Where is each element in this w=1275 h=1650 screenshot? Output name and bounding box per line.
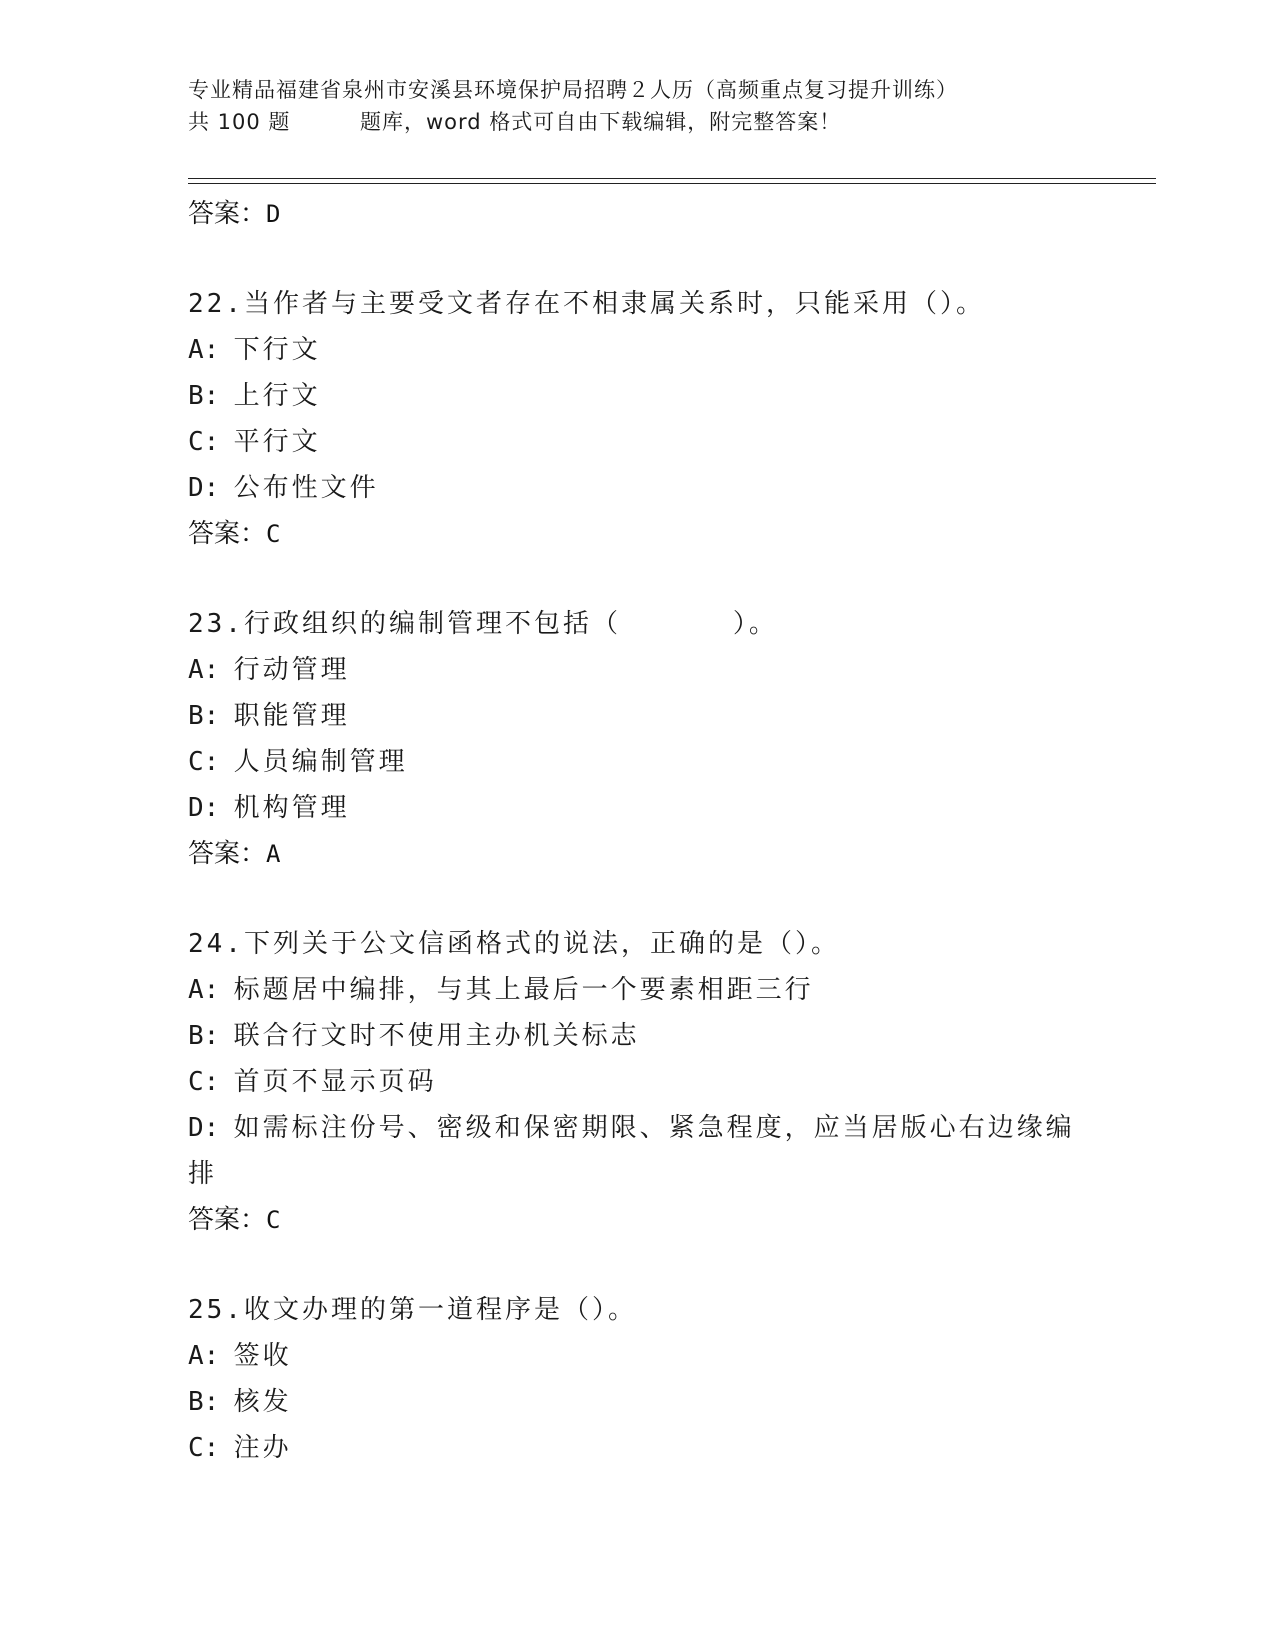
option-c: C: 人员编制管理 bbox=[188, 747, 408, 777]
header-subtitle-text: 题库，word 格式可自由下载编辑，附完整答案！ bbox=[360, 110, 842, 134]
option-letter: C bbox=[188, 427, 204, 457]
answer-value: C bbox=[266, 520, 281, 548]
answer-value: A bbox=[266, 840, 281, 868]
option-text: 职能管理 bbox=[233, 701, 350, 731]
option-text: 机构管理 bbox=[233, 793, 350, 823]
option-letter: C bbox=[188, 1433, 204, 1463]
option-letter: B bbox=[188, 381, 204, 411]
option-text: 联合行文时不使用主办机关标志 bbox=[233, 1021, 640, 1051]
option-letter: D bbox=[188, 1113, 204, 1143]
option-text: 平行文 bbox=[233, 427, 321, 457]
question-stem: 22.当作者与主要受文者存在不相隶属关系时，只能采用（）。 bbox=[188, 289, 985, 319]
question-list bbox=[188, 191, 1148, 1471]
question-block bbox=[188, 601, 1148, 877]
option-b: B: 上行文 bbox=[188, 381, 321, 411]
answer-line bbox=[188, 1197, 1148, 1243]
answer-label: 答案： bbox=[188, 1205, 267, 1235]
option-letter: D bbox=[188, 793, 204, 823]
option-continuation: 排 bbox=[188, 1159, 218, 1189]
option-letter: A bbox=[188, 1341, 204, 1371]
question-stem: 23.行政组织的编制管理不包括（ ）。 bbox=[188, 609, 778, 639]
answer-label: 答案： bbox=[188, 839, 267, 869]
answer-label: 答案： bbox=[188, 519, 267, 549]
option-text: 行动管理 bbox=[233, 655, 350, 685]
option-d: D: 公布性文件 bbox=[188, 473, 379, 503]
option-text: 首页不显示页码 bbox=[233, 1067, 437, 1097]
answer-label: 答案： bbox=[188, 199, 267, 229]
option-a: A: 标题居中编排，与其上最后一个要素相距三行 bbox=[188, 975, 814, 1005]
option-c: C: 注办 bbox=[188, 1433, 292, 1463]
option-b: B: 职能管理 bbox=[188, 701, 350, 731]
option-text: 上行文 bbox=[233, 381, 321, 411]
answer-line bbox=[188, 831, 1148, 877]
question-stem: 24.下列关于公文信函格式的说法，正确的是（）。 bbox=[188, 929, 840, 959]
option-text: 公布性文件 bbox=[233, 473, 379, 503]
option-d: D: 如需标注份号、密级和保密期限、紧急程度，应当居版心右边缘编 bbox=[188, 1113, 1075, 1143]
option-text: 核发 bbox=[233, 1387, 292, 1417]
header-question-count: 共 100 题 bbox=[188, 110, 291, 134]
option-letter: B bbox=[188, 701, 204, 731]
answer-value: C bbox=[266, 1206, 281, 1234]
header-divider-thin bbox=[188, 183, 1156, 184]
header-title-line: 专业精品福建省泉州市安溪县环境保护局招聘２人历（高频重点复习提升训练） bbox=[188, 78, 958, 102]
option-b: B: 核发 bbox=[188, 1387, 292, 1417]
option-b: B: 联合行文时不使用主办机关标志 bbox=[188, 1021, 640, 1051]
answer-line bbox=[188, 191, 1148, 237]
option-letter: D bbox=[188, 473, 204, 503]
option-text: 如需标注份号、密级和保密期限、紧急程度，应当居版心右边缘编 bbox=[233, 1113, 1075, 1143]
option-text: 标题居中编排，与其上最后一个要素相距三行 bbox=[233, 975, 814, 1005]
option-letter: A bbox=[188, 655, 204, 685]
option-letter: A bbox=[188, 975, 204, 1005]
header-subtitle-line bbox=[188, 106, 1088, 138]
answer-line bbox=[188, 511, 1148, 557]
option-text: 人员编制管理 bbox=[233, 747, 408, 777]
option-text: 签收 bbox=[233, 1341, 292, 1371]
document-header bbox=[188, 74, 1088, 138]
question-block bbox=[188, 1287, 1148, 1471]
option-c: C: 首页不显示页码 bbox=[188, 1067, 437, 1097]
question-block bbox=[188, 921, 1148, 1243]
header-divider-thick bbox=[188, 178, 1156, 179]
question-stem: 25.收文办理的第一道程序是（）。 bbox=[188, 1295, 637, 1325]
option-a: A: 签收 bbox=[188, 1341, 292, 1371]
option-text: 下行文 bbox=[233, 335, 321, 365]
option-letter: C bbox=[188, 747, 204, 777]
option-letter: B bbox=[188, 1021, 204, 1051]
option-a: A: 下行文 bbox=[188, 335, 321, 365]
option-letter: C bbox=[188, 1067, 204, 1097]
option-a: A: 行动管理 bbox=[188, 655, 350, 685]
answer-value: D bbox=[266, 200, 281, 228]
option-d: D: 机构管理 bbox=[188, 793, 350, 823]
option-letter: B bbox=[188, 1387, 204, 1417]
question-block bbox=[188, 281, 1148, 557]
option-letter: A bbox=[188, 335, 204, 365]
option-text: 注办 bbox=[233, 1433, 292, 1463]
option-c: C: 平行文 bbox=[188, 427, 321, 457]
